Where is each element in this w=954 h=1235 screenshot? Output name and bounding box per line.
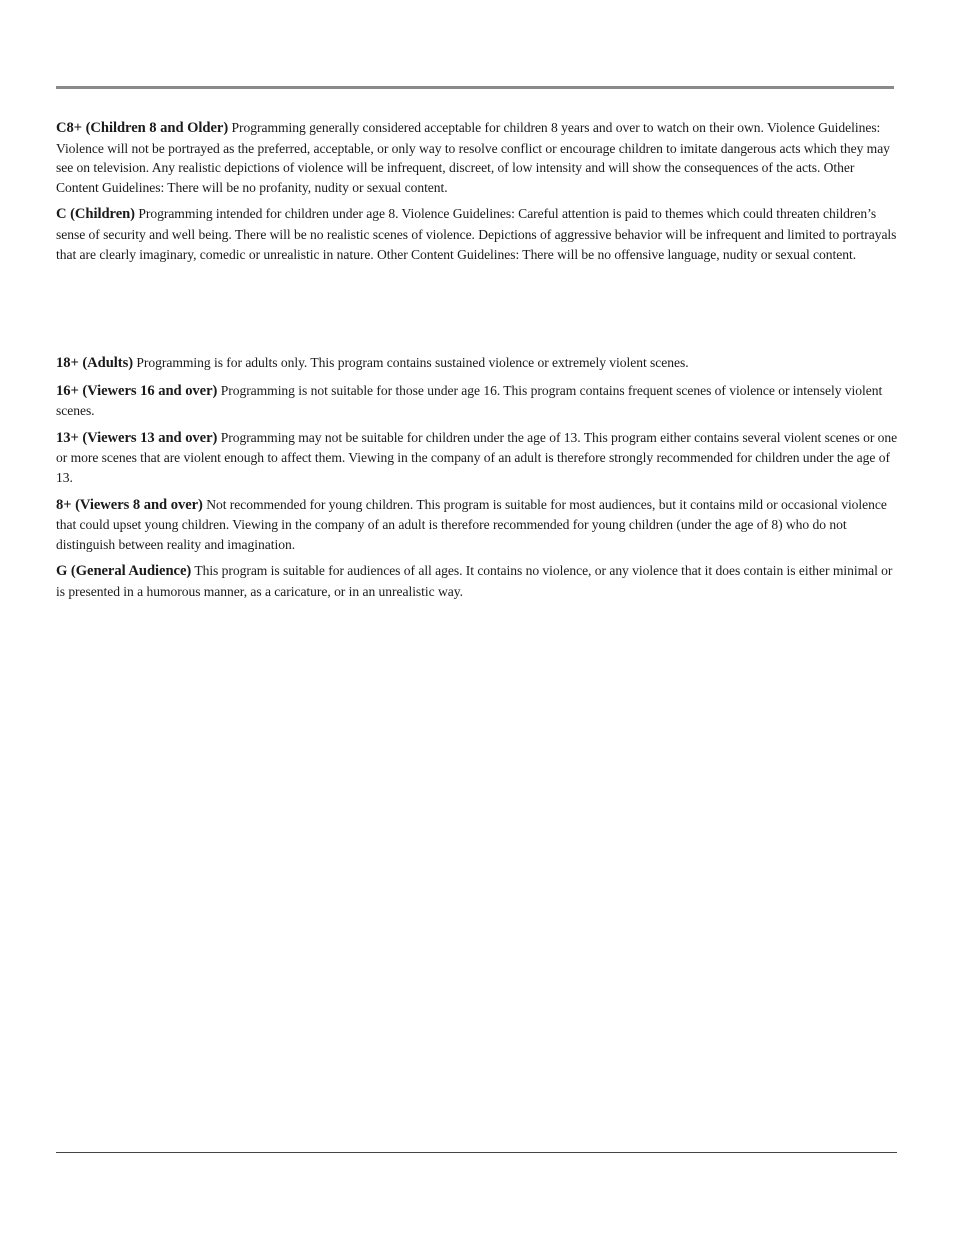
rating-entry-18plus: [56, 353, 899, 374]
english-ratings-section: [56, 118, 899, 271]
rating-term: C (Children): [56, 206, 135, 223]
rating-entry-13plus: [56, 428, 899, 488]
rating-description: Programming generally considered acceptable for children 8 years and over to watch on their own. Violence Guidelines: Violence will not be portrayed as the preferred, acceptable, or only way to resolve conflict or encourage children to imitate dangerous acts which they may see on television. Any realistic depictions of violence will be infrequent, discreet, of low intensity and will show the consequences of the acts. Other Content Guidelines: There will be no profanity, nudity or sexual content.: [56, 120, 890, 195]
rating-description: Programming is for adults only. This program contains sustained violence or extremely violent scenes.: [136, 355, 689, 370]
rating-description: Programming may not be suitable for children under the age of 13. This program either contains several violent scenes or one or more scenes that are violent enough to affect them. Viewing in the company of an adult is therefore strongly recommended for children under the age of 13.: [56, 429, 898, 485]
rating-entry-16plus: [56, 381, 899, 421]
french-ratings-section: [56, 353, 899, 609]
rating-entry-g: [56, 561, 899, 601]
rating-description: Programming is not suitable for those under age 16. This program contains frequent scenes of violence or intensely violent scenes.: [56, 382, 883, 419]
rating-description: This program is suitable for audiences of all ages. It contains no violence, or any violence that it does contain is either minimal or is presented in a humorous manner, as a caricature, or in an unrealistic way.: [56, 563, 893, 599]
rating-term: 18+ (Adults): [56, 355, 134, 371]
rating-entry-8plus: [56, 495, 899, 555]
rating-description: Not recommended for young children. This program is suitable for most audiences, but it contains mild or occasional violence that could upset young children. Viewing in the company of an adult is therefore recommended for young children (under the age of 8) who do not distinguish between reality and imagination.: [56, 496, 887, 552]
rating-entry-c8plus: [56, 118, 899, 197]
header-rule: [56, 86, 894, 89]
footer-rule: [56, 1152, 897, 1153]
rating-term: 13+ (Viewers 13 and over): [56, 429, 218, 446]
rating-term: 16+ (Viewers 16 and over): [56, 382, 218, 399]
rating-term: 8+ (Viewers 8 and over): [56, 496, 203, 513]
rating-entry-c: [56, 204, 899, 264]
rating-description: Programming intended for children under age 8. Violence Guidelines: Careful attention is paid to themes which could threaten children’s sense of security and well being. There will be no realistic scenes of violence. Depictions of aggressive behavior will be infrequent and limited to portrayals that are clearly imaginary, comedic or unrealistic in nature. Other Content Guidelines: There will be no offensive language, nudity or sexual content.: [56, 206, 897, 262]
rating-term: C8+ (Children 8 and Older): [56, 120, 229, 136]
rating-term: G (General Audience): [56, 563, 192, 580]
